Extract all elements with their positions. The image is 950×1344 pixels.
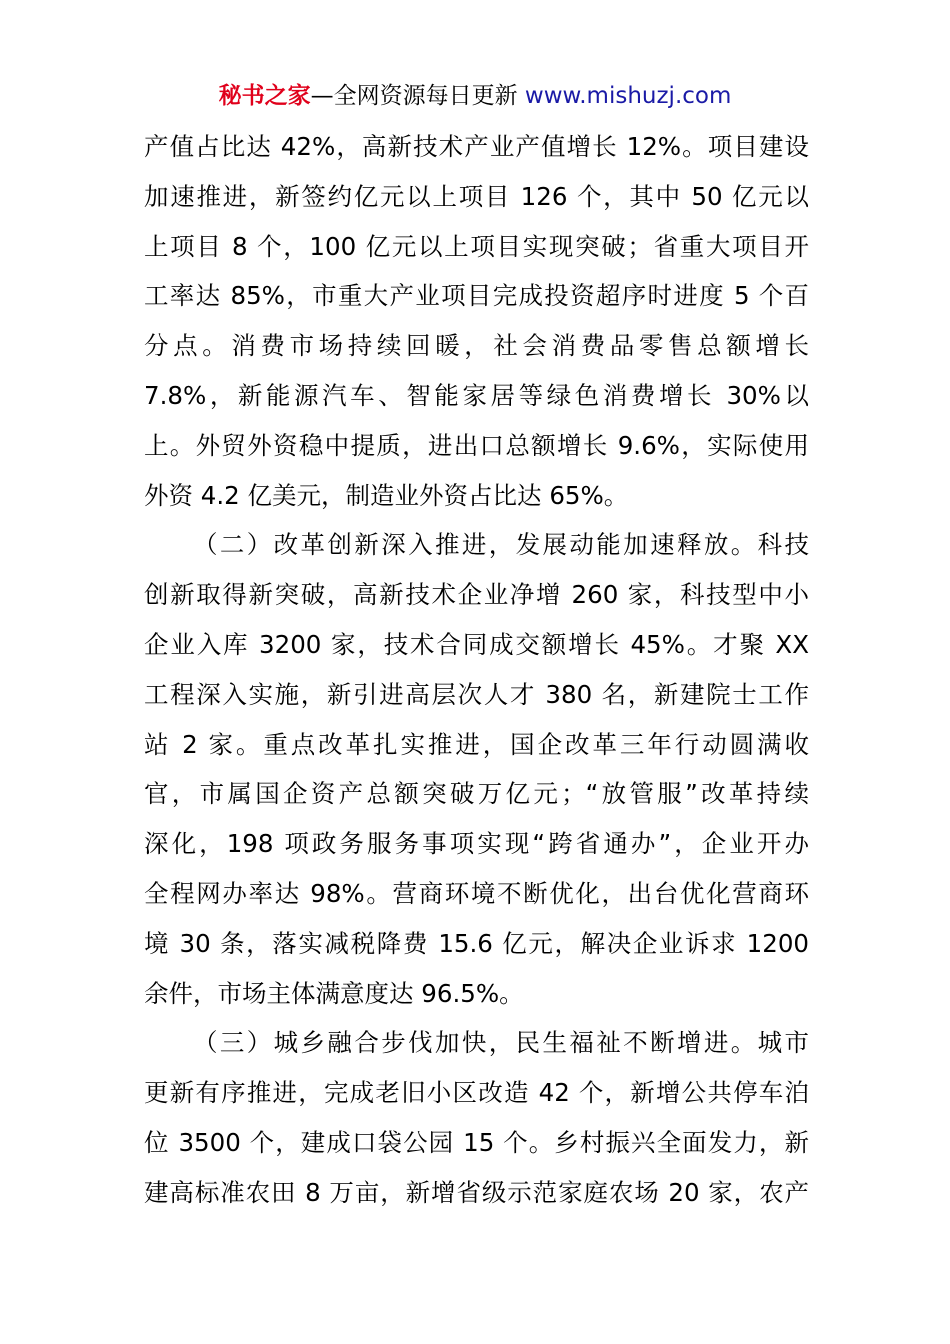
text-line: 站 2 家。重点改革扎实推进，国企改革三年行动圆满收 [144, 729, 809, 759]
text-line: 上。外贸外资稳中提质，进出口总额增长 9.6%，实际使用 [144, 430, 809, 460]
text-line: 分点。消费市场持续回暖，社会消费品零售总额增长 [144, 331, 809, 361]
text-line: 更新有序推进，完成老旧小区改造 42 个，新增公共停车泊 [144, 1078, 809, 1108]
text-line: 全程网办率达 98%。营商环境不断优化，出台优化营商环 [144, 878, 809, 908]
text-line: 余件，市场主体满意度达 96.5%。 [144, 978, 524, 1008]
text-line: 外资 4.2 亿美元，制造业外资占比达 65%。 [144, 480, 629, 510]
text-line: 工程深入实施，新引进高层次人才 380 名，新建院士工作 [144, 679, 809, 709]
text-line: 7.8%，新能源汽车、智能家居等绿色消费增长 30%以 [144, 380, 809, 410]
text-line: 建高标准农田 8 万亩，新增省级示范家庭农场 20 家，农产 [144, 1177, 809, 1207]
document-body [144, 122, 809, 1218]
text-line: 产值占比达 42%，高新技术产业产值增长 12%。项目建设 [144, 132, 809, 161]
text-line: 境 30 条，落实减税降费 15.6 亿元，解决企业诉求 1200 [144, 928, 809, 958]
text-line: 上项目 8 个，100 亿元以上项目实现突破；省重大项目开 [144, 231, 809, 261]
text-line: 创新取得新突破，高新技术企业净增 260 家，科技型中小 [144, 580, 809, 610]
text-line: 工率达 85%，市重大产业项目完成投资超序时进度 5 个百 [144, 281, 809, 311]
text-line: （二）改革创新深入推进，发展动能加速释放。科技 [193, 530, 809, 560]
text-line: （三）城乡融合步伐加快，民生福祉不断增进。城市 [193, 1028, 809, 1058]
text-line: 官，市属国企资产总额突破万亿元；“放管服”改革持续 [144, 779, 809, 809]
text-line: 位 3500 个，建成口袋公园 15 个。乡村振兴全面发力，新 [144, 1127, 809, 1157]
text-line: 企业入库 3200 家，技术合同成交额增长 45%。才聚 XX [144, 629, 809, 659]
header-site-link[interactable]: www.mishuzj.com [524, 83, 732, 109]
text-line: 加速推进，新签约亿元以上项目 126 个，其中 50 亿元以 [144, 181, 809, 211]
page-header [0, 80, 950, 112]
header-brand: 秘书之家 [218, 83, 311, 109]
header-tagline: —全网资源每日更新 [310, 83, 525, 109]
text-line: 深化，198 项政务服务事项实现“跨省通办”，企业开办 [144, 829, 809, 859]
